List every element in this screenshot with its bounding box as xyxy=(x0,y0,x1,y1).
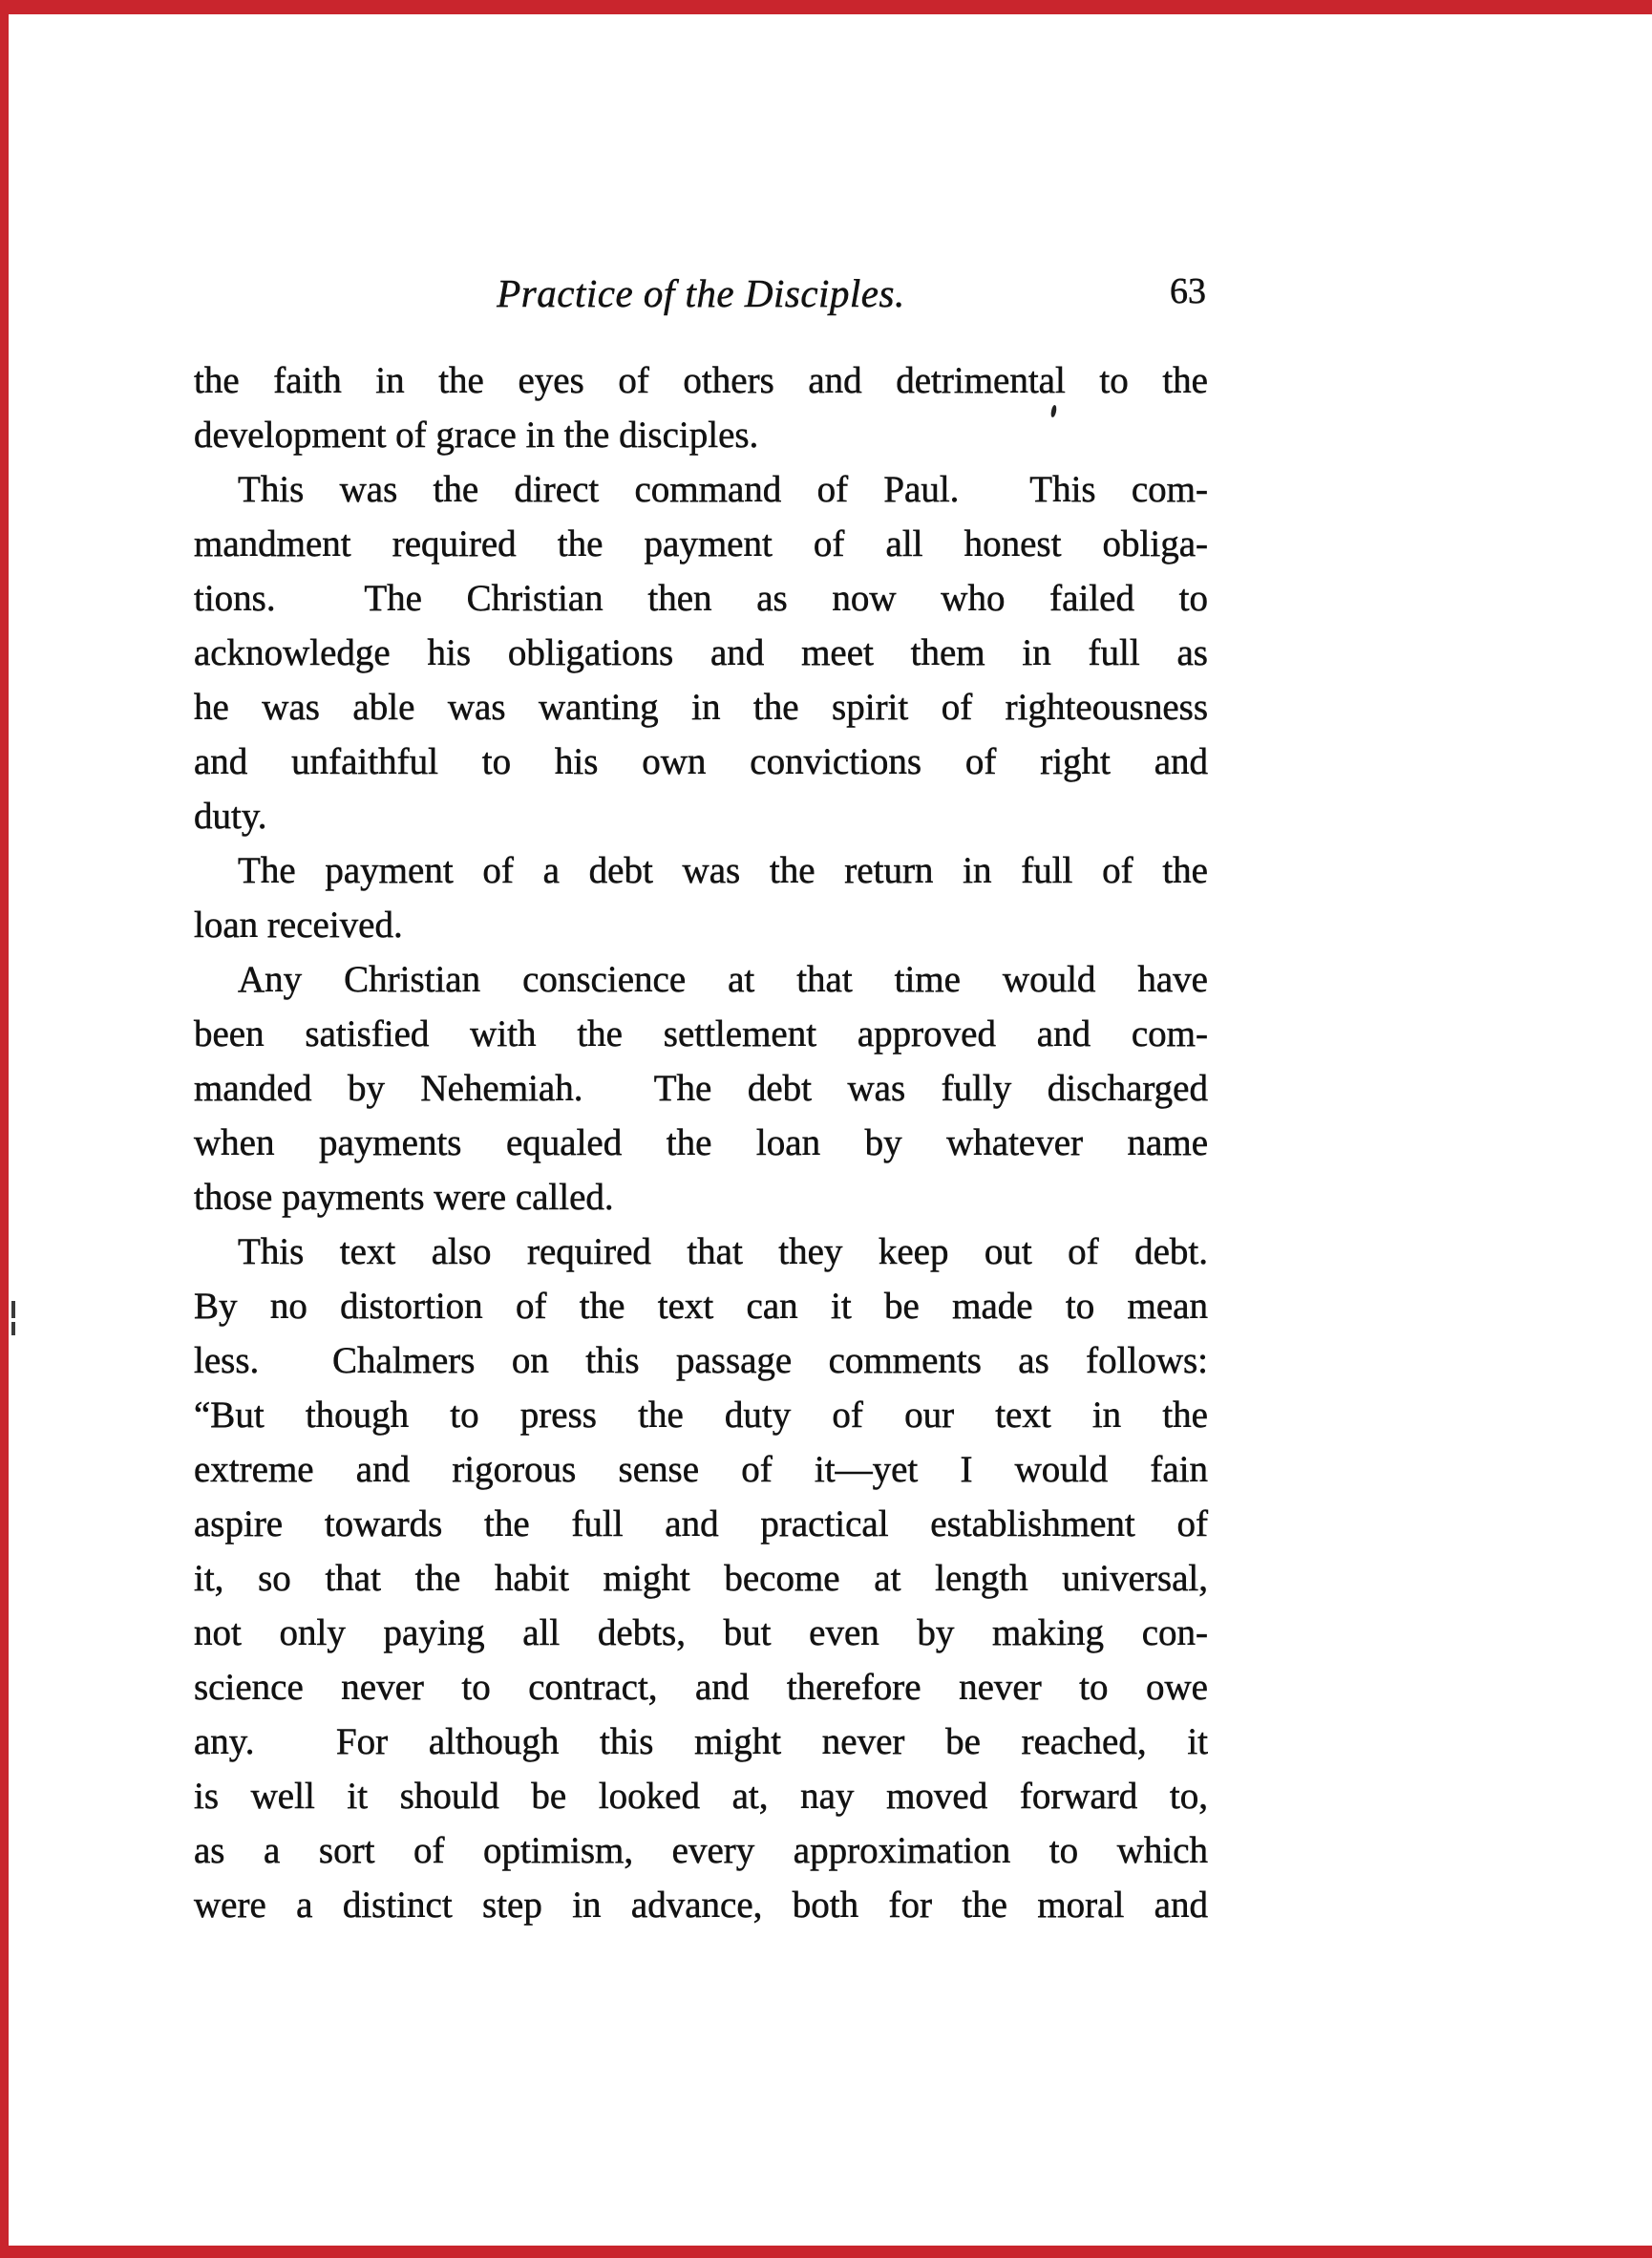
text-line: any. For although this might never be reached, it xyxy=(194,1721,1208,1762)
text-line: extreme and rigorous sense of it—yet I would fain xyxy=(194,1449,1208,1490)
text-line: loan received. xyxy=(194,905,403,946)
text-line: aspire towards the full and practical establishment of xyxy=(194,1503,1208,1544)
text-line: mandment required the payment of all honest obliga- xyxy=(194,523,1208,564)
text-line: as a sort of optimism, every approximation to which xyxy=(194,1830,1208,1871)
scan-artifact-left-margin-mark-2 xyxy=(11,1322,15,1335)
text-line: tions. The Christian then as now who failed to xyxy=(194,578,1208,619)
text-line: “But though to press the duty of our text in the xyxy=(194,1395,1208,1436)
scan-edge-left xyxy=(0,0,9,2258)
page-header xyxy=(194,270,1208,322)
text-line: This was the direct command of Paul. This com- xyxy=(238,469,1208,510)
running-title: Practice of the Disciples. xyxy=(497,271,905,315)
scan-artifact-left-margin-mark xyxy=(11,1301,15,1318)
text-line: were a distinct step in advance, both for the moral and xyxy=(194,1885,1208,1926)
text-line: This text also required that they keep out of debt. xyxy=(238,1231,1208,1272)
text-line: Any Christian conscience at that time would have xyxy=(238,959,1208,1000)
page-number: 63 xyxy=(1170,271,1206,311)
scan-edge-top xyxy=(0,0,1652,14)
text-line: manded by Nehemiah. The debt was fully discharged xyxy=(194,1068,1208,1109)
text-line: By no distortion of the text can it be made to mean xyxy=(194,1286,1208,1327)
text-line: less. Chalmers on this passage comments as follows: xyxy=(194,1340,1208,1381)
text-line: The payment of a debt was the return in full of the xyxy=(238,850,1208,891)
text-line: those payments were called. xyxy=(194,1177,614,1218)
text-line: not only paying all debts, but even by making con- xyxy=(194,1612,1208,1653)
text-line: when payments equaled the loan by whatever name xyxy=(194,1122,1208,1163)
text-line: duty. xyxy=(194,796,267,837)
text-line: is well it should be looked at, nay moved forward to, xyxy=(194,1776,1208,1817)
text-line: he was able was wanting in the spirit of righteousness xyxy=(194,687,1208,728)
text-line: been satisfied with the settlement approved and com- xyxy=(194,1013,1208,1054)
text-line: and unfaithful to his own convictions of right and xyxy=(194,741,1208,782)
scan-edge-bottom xyxy=(0,2246,1652,2258)
text-line: acknowledge his obligations and meet them in full as xyxy=(194,632,1208,673)
text-line: development of grace in the disciples. xyxy=(194,415,759,456)
body-text xyxy=(194,353,1208,1932)
text-line: it, so that the habit might become at length universal, xyxy=(194,1558,1208,1599)
text-line: the faith in the eyes of others and detrimental to the xyxy=(194,360,1208,401)
text-line: science never to contract, and therefore never to owe xyxy=(194,1667,1208,1708)
